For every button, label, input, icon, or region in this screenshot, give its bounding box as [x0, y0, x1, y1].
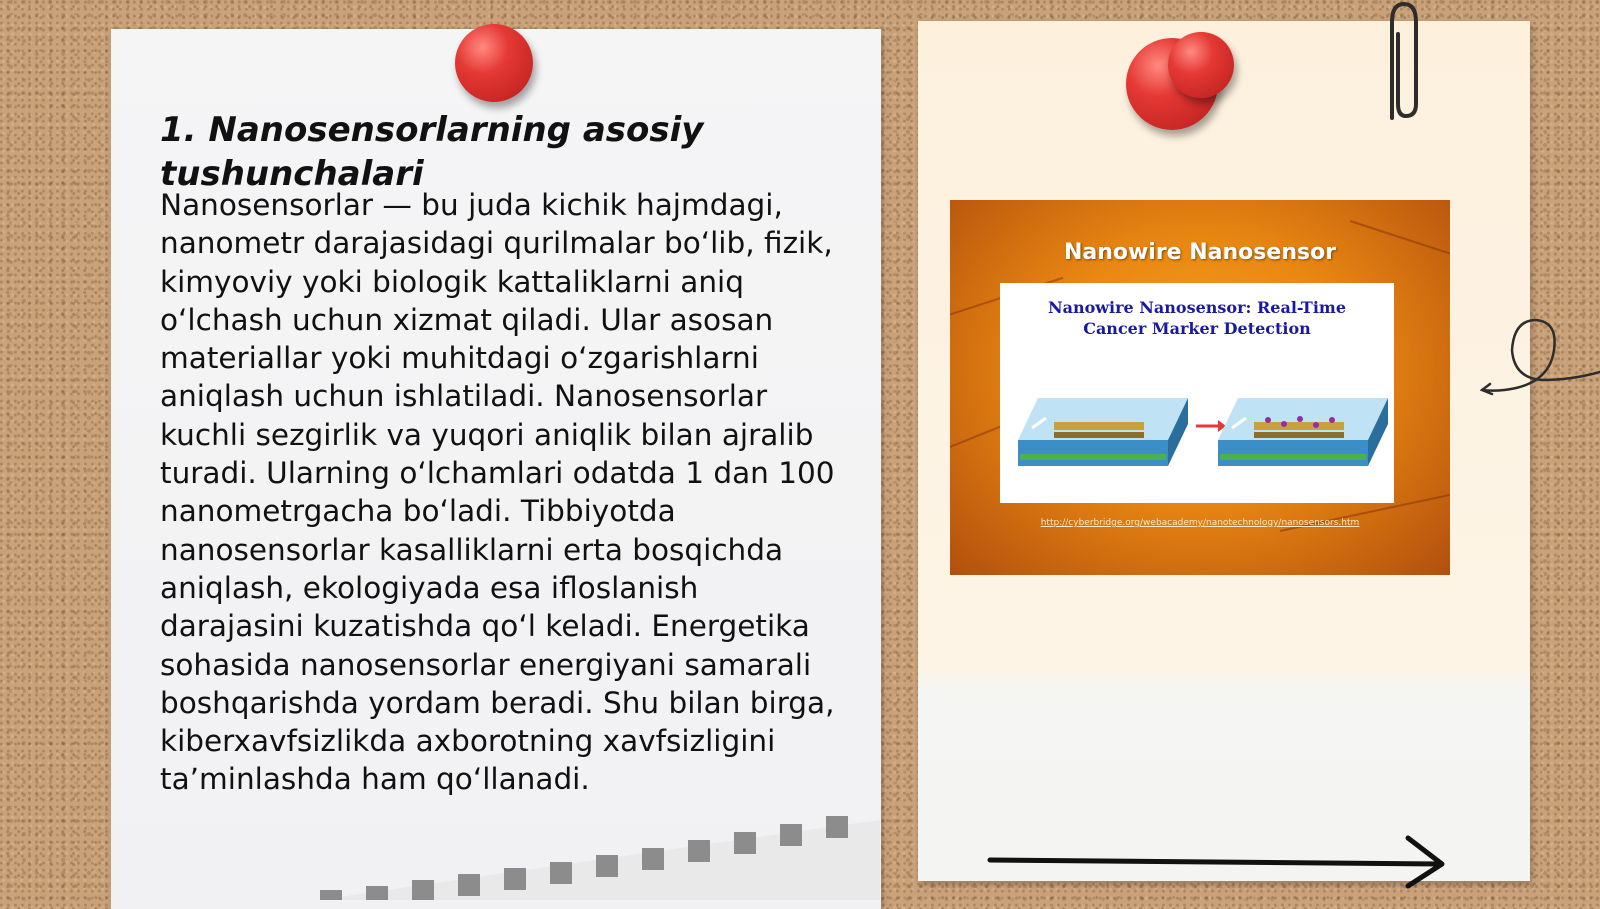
paperclip-icon: [1378, 0, 1424, 126]
arrow-right-icon[interactable]: [984, 830, 1454, 890]
push-pin-icon: [1168, 32, 1234, 98]
source-link[interactable]: http://cyberbridge.org/webacademy/nanotechnology/nanosensors.htm: [1040, 518, 1360, 528]
slide-thumbnail: [950, 200, 1450, 575]
hand-drawn-loop-icon: [1480, 310, 1600, 420]
nanowire-chip-illustration: [1218, 370, 1388, 470]
nanowire-chip-illustration: [1018, 370, 1188, 470]
body-paragraph: Nanosensorlar — bu juda kichik hajmdagi, nanometr darajasidagi qurilmalar bo‘lib, fizik, kimyoviy yoki biologik kattaliklarni aniq o‘lchash uchun xizmat qiladi. Ular asosan materiallar yoki muhitdagi o‘zgarishlarni aniqlash uchun ishlatiladi. Nanosensorlar kuchli sezgirlik va yuqori aniqlik bilan ajralib turadi. Ularning o‘lchamlari odatda 1 dan 100 nanometrgacha bo‘ladi. Tibbiyotda nanosensorlar kasalliklarni erta bosqichda aniqlash, ekologiyada esa ifloslanish darajasini kuzatishda qo‘l keladi. Energetika sohasida nanosensorlar energiyani samarali boshqarishda yordam beradi. Shu bilan birga, kiberxavfsizlikda axborotning xavfsizligini ta’minlashda ham qo‘llanadi.: [160, 188, 835, 797]
panel-title: Nanowire Nanosensor: Real-Time Cancer Marker Detection: [1047, 298, 1347, 338]
section-heading: 1. Nanosensorlarning asosiy tushunchalari: [160, 110, 704, 194]
torn-paper-scraps: [320, 800, 880, 900]
slide-title: Nanowire Nanosensor: [1063, 240, 1337, 265]
push-pin-icon: [455, 24, 533, 102]
slide-figure-panel: [1000, 283, 1394, 503]
